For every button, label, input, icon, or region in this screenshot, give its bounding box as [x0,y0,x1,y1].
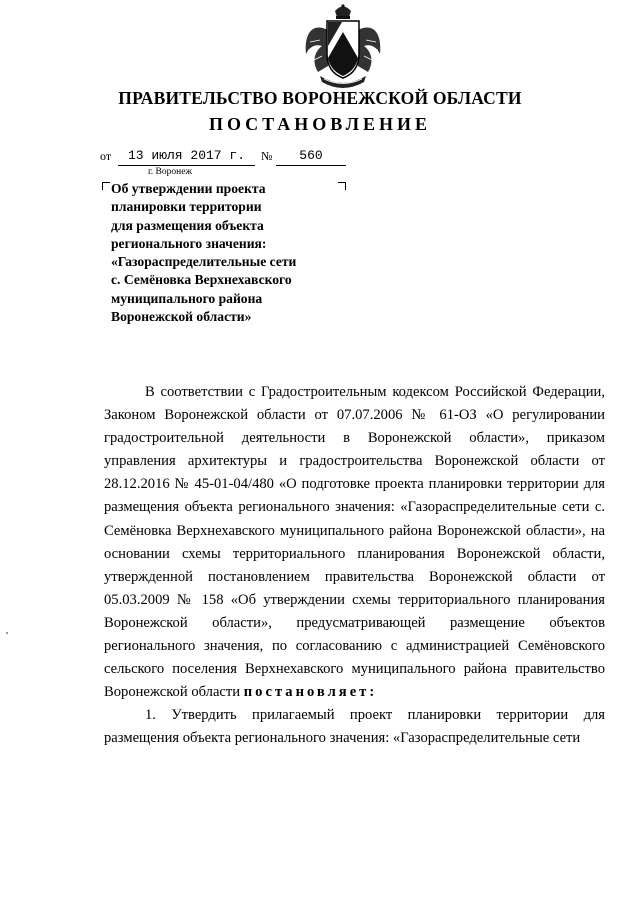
decree-date: 13 июля 2017 г. [118,147,255,166]
subject-line: Воронежской области» [111,309,252,325]
coat-of-arms-icon [298,2,388,92]
preamble-text: В соответствии с Градостроительным кодексом Российской Федерации, Законом Воронежской области от 07.07.2006 № 61-ОЗ «О регулировании градостроительной деятельности в Воронежской области», приказом управления архитектуры и градостроительства Воронежской области от 28.12.2016 № 45-01-04/480 «О подготовке проекта планировки территории для размещения объекта регионального значения: «Газораспределительные сети с. Семёновка Верхнехавского муниципального района Воронежской области», на основании схемы территориального планирования Воронежской области, утвержденной постановлением правительства Воронежской области от 05.03.2009 № 158 «Об утверждении схемы территориального планирования Воронежской области», предусматривающей размещение объектов регионального значения, по согласованию с администрацией Семёновского сельского поселения Верхнехавского муниципального района правительство Воронежской области [104,384,605,701]
decree-number: 560 [276,147,346,166]
date-prefix: от [100,149,112,163]
decree-body [104,381,605,751]
document-type: ПОСТАНОВЛЕНИЕ [208,114,432,134]
resolves-word: постановляет: [243,684,378,701]
subject-line: с. Семёновка Верхнехавского [111,272,292,288]
subject-line: «Газораспределительные сети [111,254,297,270]
subject-line: регионального значения: [111,235,267,251]
number-prefix: № [261,149,273,163]
date-number-line [100,146,360,166]
preamble-paragraph [104,381,605,704]
subject-line: муниципального района [111,290,263,306]
government-name: ПРАВИТЕЛЬСТВО ВОРОНЕЖСКОЙ ОБЛАСТИ [118,88,522,108]
subject-line: планировки территории [111,199,262,215]
item-1-paragraph: 1. Утвердить прилагаемый проект планировки территории для размещения объекта регионального значения: «Газораспределительные сети [104,707,605,747]
subject-line: Об утверждении проекта [111,181,266,196]
subject-line: для размещения объекта [111,217,264,233]
margin-dot [6,632,8,634]
subject-corner-left [102,182,110,190]
city-label: г. Воронеж [147,167,193,177]
decree-subject [111,180,341,326]
